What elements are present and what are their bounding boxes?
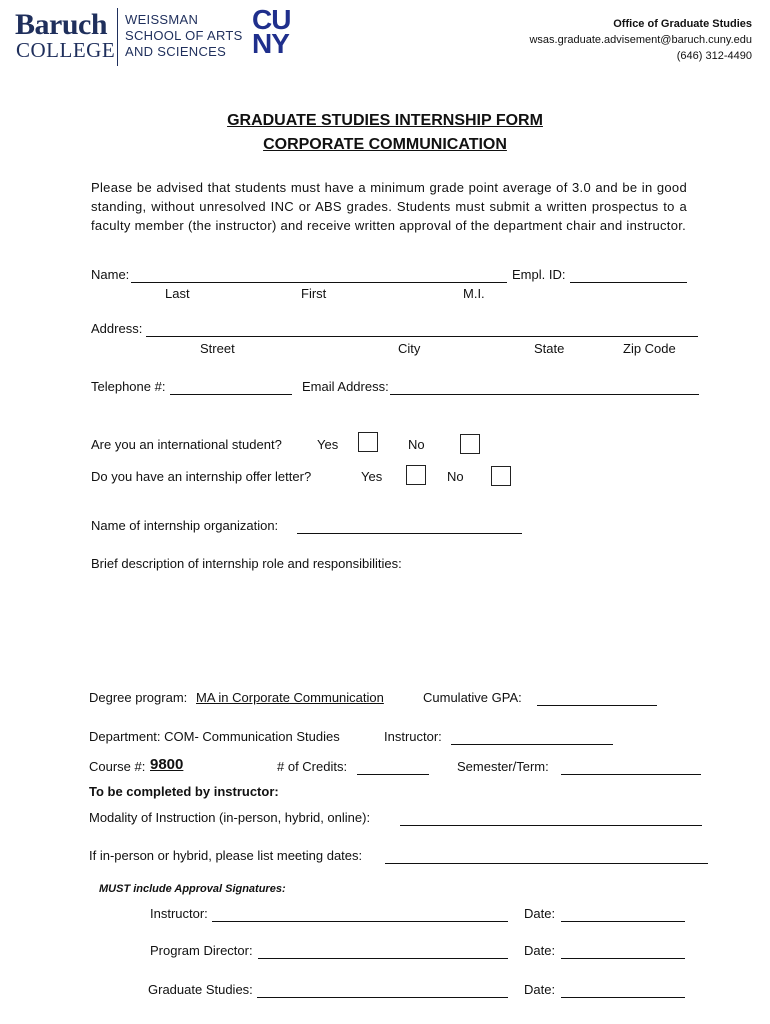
address-city-caption: City xyxy=(398,341,421,356)
sig-graduate-line[interactable] xyxy=(257,997,508,998)
department-text: Department: COM- Communication Studies xyxy=(89,729,340,744)
name-mi-caption: M.I. xyxy=(463,286,485,301)
credits-input-line[interactable] xyxy=(357,774,429,775)
offer-letter-question: Do you have an internship offer letter? xyxy=(91,469,312,484)
sig-instructor-date-line[interactable] xyxy=(561,921,685,922)
cuny-logo-top: CU xyxy=(252,4,291,35)
office-contact xyxy=(529,16,752,64)
meeting-dates-label: If in-person or hybrid, please list meeting dates: xyxy=(89,848,363,863)
name-first-caption: First xyxy=(301,286,327,301)
logo-divider xyxy=(117,8,118,66)
international-no-label: No xyxy=(408,437,425,452)
offer-letter-yes-checkbox[interactable] xyxy=(406,465,426,485)
meeting-dates-input-line[interactable] xyxy=(385,863,708,864)
sig-instructor-line[interactable] xyxy=(212,921,508,922)
school-line-3: AND SCIENCES xyxy=(125,44,227,59)
form-subtitle: CORPORATE COMMUNICATION xyxy=(263,136,507,153)
empl-id-input-line[interactable] xyxy=(570,282,687,283)
degree-program-value: MA in Corporate Communication xyxy=(196,690,384,705)
international-question: Are you an international student? xyxy=(91,437,282,452)
office-phone: (646) 312-4490 xyxy=(676,50,752,62)
gpa-input-line[interactable] xyxy=(537,705,657,706)
modality-input-line[interactable] xyxy=(400,825,702,826)
empl-id-label: Empl. ID: xyxy=(512,267,566,282)
instructor-label: Instructor: xyxy=(384,729,442,744)
sig-graduate-date-label: Date: xyxy=(524,982,556,997)
international-yes-label: Yes xyxy=(317,437,339,452)
offer-letter-no-label: No xyxy=(447,469,464,484)
eligibility-notice: Please be advised that students must have a minimum grade point average of 3.0 and be in good standing, without unresolved INC or ABS grades. Students must submit a written prospectus to a faculty member (the instructor) and receive written approval of the department chair and instructor. xyxy=(91,180,687,233)
sig-director-date-line[interactable] xyxy=(561,958,685,959)
office-name: Office of Graduate Studies xyxy=(613,18,752,30)
course-label: Course #: xyxy=(89,759,146,774)
degree-program-label: Degree program: xyxy=(89,690,188,705)
organization-label: Name of internship organization: xyxy=(91,518,279,533)
instructor-input-line[interactable] xyxy=(451,744,613,745)
course-number: 9800 xyxy=(150,756,184,773)
description-area[interactable] xyxy=(91,578,691,678)
telephone-input-line[interactable] xyxy=(170,394,292,395)
cuny-logo-bottom: NY xyxy=(252,28,289,59)
description-label: Brief description of internship role and responsibilities: xyxy=(91,556,402,571)
offer-letter-yes-label: Yes xyxy=(361,469,383,484)
logo-baruch-wordmark: Baruch xyxy=(15,8,108,41)
name-last-caption: Last xyxy=(165,286,190,301)
school-line-2: SCHOOL OF ARTS xyxy=(125,28,243,43)
sig-instructor-label: Instructor: xyxy=(150,906,208,921)
address-label: Address: xyxy=(91,321,143,336)
address-zip-caption: Zip Code xyxy=(623,341,676,356)
international-no-checkbox[interactable] xyxy=(460,434,480,454)
school-name xyxy=(125,12,243,60)
instructor-section-heading: To be completed by instructor: xyxy=(89,784,279,799)
sig-graduate-date-line[interactable] xyxy=(561,997,685,998)
email-label: Email Address: xyxy=(302,379,389,394)
logo-college-wordmark: COLLEGE xyxy=(16,38,116,62)
sig-graduate-label: Graduate Studies: xyxy=(148,982,253,997)
telephone-label: Telephone #: xyxy=(91,379,166,394)
organization-input-line[interactable] xyxy=(297,533,522,534)
credits-label: # of Credits: xyxy=(277,759,348,774)
form-title: GRADUATE STUDIES INTERNSHIP FORM xyxy=(227,112,543,129)
signatures-heading: MUST include Approval Signatures: xyxy=(99,883,286,895)
sig-director-label: Program Director: xyxy=(150,943,253,958)
office-email: wsas.graduate.advisement@baruch.cuny.edu xyxy=(529,34,752,46)
international-yes-checkbox[interactable] xyxy=(358,432,378,452)
modality-label: Modality of Instruction (in-person, hybrid, online): xyxy=(89,810,371,825)
offer-letter-no-checkbox[interactable] xyxy=(491,466,511,486)
name-label: Name: xyxy=(91,267,130,282)
sig-director-date-label: Date: xyxy=(524,943,556,958)
address-street-caption: Street xyxy=(200,341,235,356)
gpa-label: Cumulative GPA: xyxy=(423,690,522,705)
school-line-1: WEISSMAN xyxy=(125,12,199,27)
name-input-line[interactable] xyxy=(131,282,507,283)
sig-director-line[interactable] xyxy=(258,958,508,959)
address-input-line[interactable] xyxy=(146,336,698,337)
address-state-caption: State xyxy=(534,341,565,356)
cuny-logo xyxy=(252,4,291,59)
semester-input-line[interactable] xyxy=(561,774,701,775)
sig-instructor-date-label: Date: xyxy=(524,906,556,921)
semester-label: Semester/Term: xyxy=(457,759,549,774)
email-input-line[interactable] xyxy=(390,394,699,395)
